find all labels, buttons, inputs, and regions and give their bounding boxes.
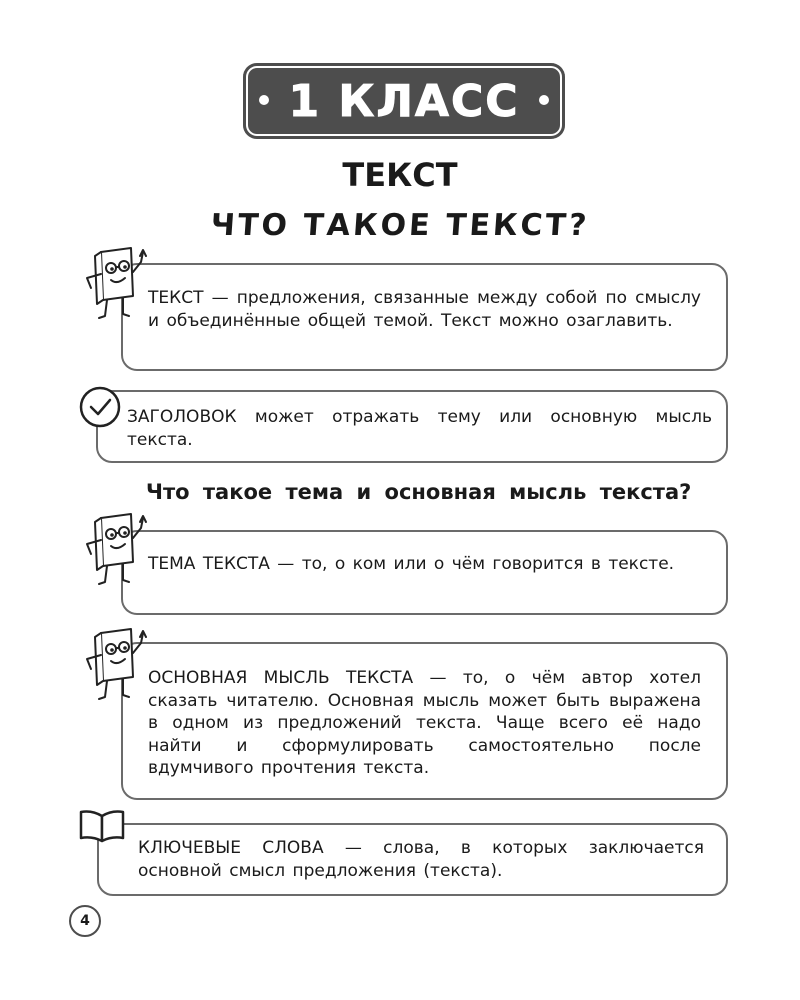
main-idea-definition-box <box>121 642 728 800</box>
checkmark-icon <box>78 385 122 429</box>
book-mascot-icon <box>79 244 154 324</box>
topic-definition-box <box>121 530 728 615</box>
grade-badge <box>243 63 565 139</box>
page-title: ТЕКСТ <box>342 156 458 194</box>
text-definition: ТЕКСТ — предложения, связанные между собой по смыслу и объединённые общей темой. Текст можно озаглавить. <box>148 288 701 331</box>
page-subtitle: ЧТО ТАКОЕ ТЕКСТ? <box>209 208 591 243</box>
topic-definition: ТЕМА ТЕКСТА — то, о ком или о чём говорится в тексте. <box>148 554 675 574</box>
grade-badge-label: 1 КЛАСС <box>288 75 520 127</box>
book-mascot-icon <box>79 510 154 590</box>
main-idea-definition: ОСНОВНАЯ МЫСЛЬ ТЕКСТА — то, о чём автор хотел сказать читателю. Основная мысль может быть выражена в одном из предложений текста. Чаще всего её надо найти и сформулировать самостоятельно после вдумчивого прочтения текста. <box>148 668 701 778</box>
keywords-definition: КЛЮЧЕВЫЕ СЛОВА — слова, в которых заключается основной смысл предложения (текста). <box>138 838 704 881</box>
section-heading: Что такое тема и основная мысль текста? <box>146 480 692 504</box>
badge-dot-right <box>539 95 549 105</box>
text-definition-box <box>121 263 728 371</box>
badge-dot-left <box>259 95 269 105</box>
keywords-definition-box <box>97 823 728 896</box>
heading-definition-box <box>96 390 728 463</box>
page-number: 4 <box>69 905 101 937</box>
book-mascot-icon <box>79 625 154 705</box>
open-book-icon <box>78 808 126 844</box>
heading-definition: ЗАГОЛОВОК может отражать тему или основную мысль текста. <box>127 407 712 450</box>
